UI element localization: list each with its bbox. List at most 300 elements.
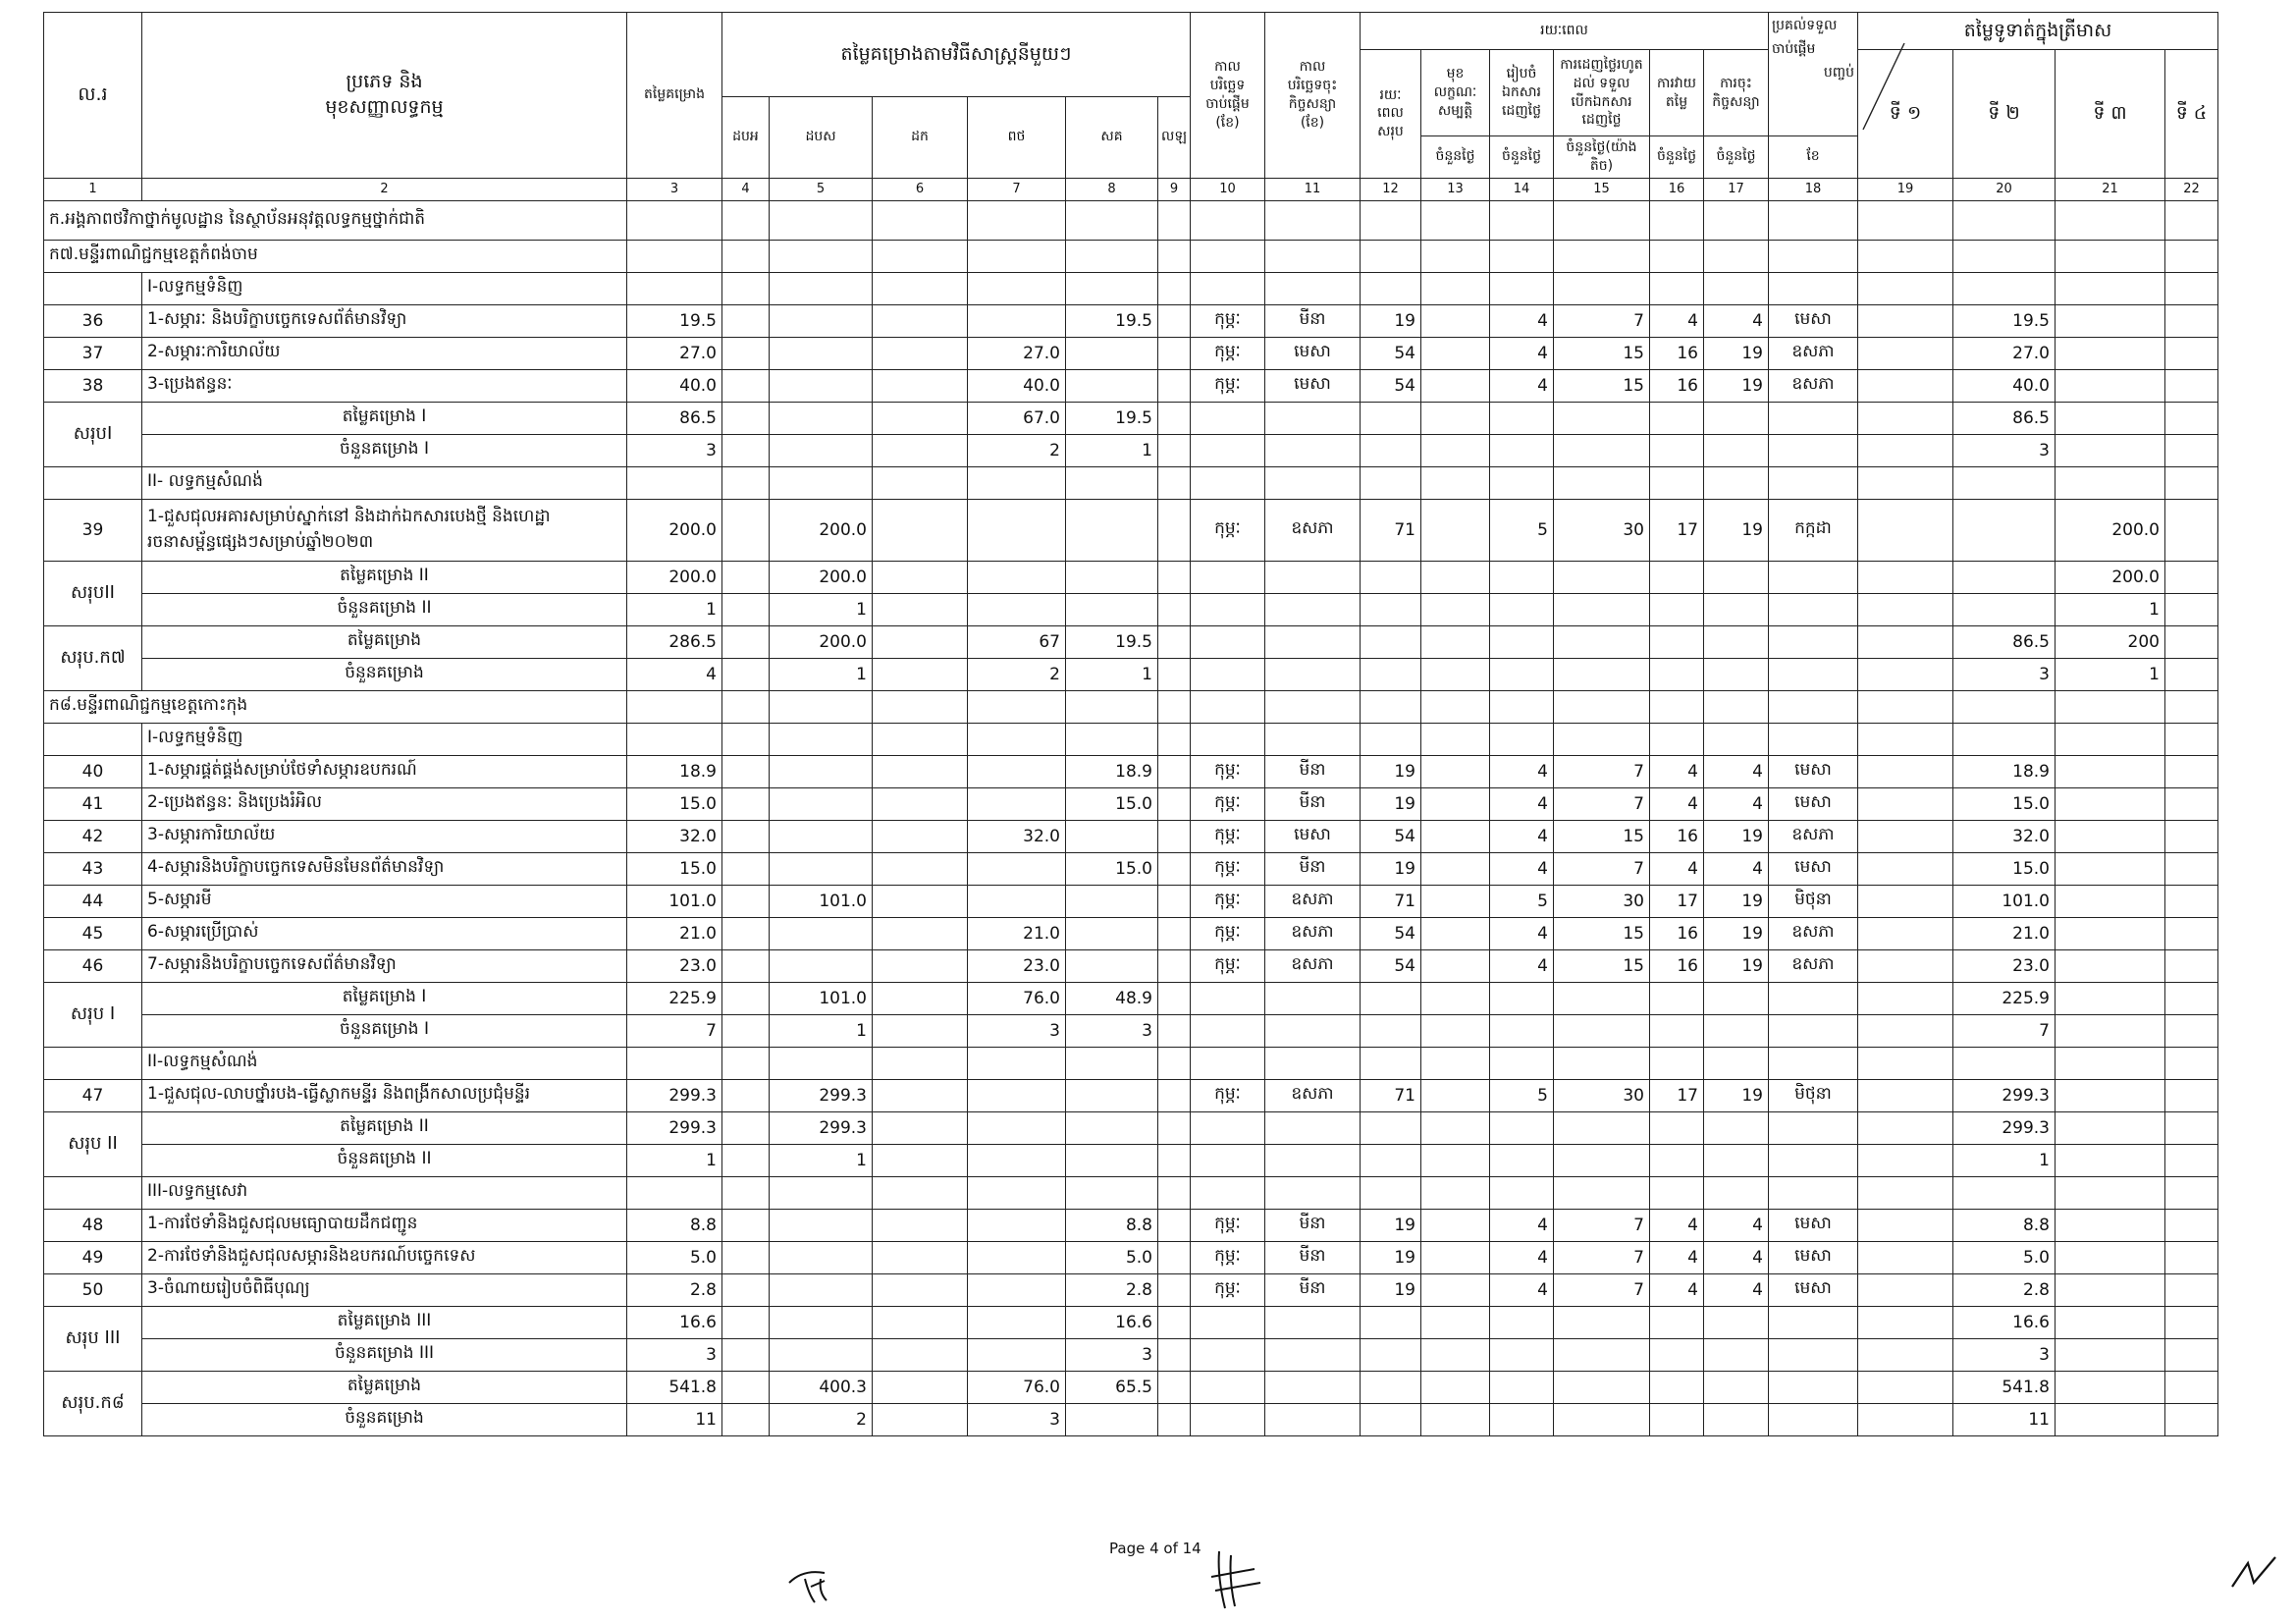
empty-cell <box>1489 402 1553 434</box>
column-number-cell: 17 <box>1703 178 1768 200</box>
empty-cell <box>1703 690 1768 723</box>
duration-days: 19 <box>1360 1241 1420 1273</box>
empty-cell <box>1158 200 1191 240</box>
empty-cell <box>1066 240 1158 272</box>
empty-cell <box>1649 240 1703 272</box>
header-method-2: ដបស <box>770 97 873 179</box>
method-value <box>968 1079 1066 1111</box>
empty-cell <box>1649 1047 1703 1079</box>
header-method-6: លឡ <box>1158 97 1191 179</box>
item-number: 45 <box>44 917 142 949</box>
total-budget-row <box>44 625 2218 658</box>
header-unit-1: ចំនួនថ្ងៃ <box>1420 136 1489 179</box>
header-unit-3: ចំនួនថ្ងៃ(យ៉ាង តិច) <box>1553 136 1649 179</box>
empty-cell <box>1768 1176 1857 1209</box>
sign-month: មេសា <box>1264 820 1360 852</box>
header-no: ល.រ <box>44 13 142 179</box>
column-number-row <box>44 178 2218 200</box>
empty-cell <box>1768 690 1857 723</box>
quarter-value <box>2164 755 2217 787</box>
duration-days: 7 <box>1553 1273 1649 1306</box>
quarter-value <box>1857 337 1952 369</box>
empty-cell <box>2055 240 2164 272</box>
empty-cell <box>1489 434 1553 466</box>
start-month: កុម្ភៈ <box>1190 852 1264 885</box>
empty-cell <box>1768 1371 1857 1403</box>
total-method-count <box>873 658 968 690</box>
method-value: 200.0 <box>770 499 873 561</box>
empty-cell <box>1190 625 1264 658</box>
method-value <box>770 304 873 337</box>
method-value <box>968 755 1066 787</box>
total-method-value <box>722 402 770 434</box>
item-description: 4-សម្ភារនិងបរិក្ខាបច្ចេកទេសមិនមែនព័ត៌មានវិទ្យា <box>142 852 627 885</box>
initial-mark-3 <box>2228 1553 2287 1593</box>
header-duration-bidding: ការដេញថ្លៃរហូត ដល់ ទទួល បើកឯកសារ ដេញថ្លៃ <box>1553 50 1649 136</box>
method-value <box>873 1241 968 1273</box>
header-method-1: ដបអ <box>722 97 770 179</box>
empty-cell <box>1768 200 1857 240</box>
empty-cell <box>1190 1111 1264 1144</box>
procurement-plan-table <box>43 12 2218 1436</box>
total-method-value <box>722 1111 770 1144</box>
empty-cell <box>968 723 1066 755</box>
item-budget: 32.0 <box>627 820 722 852</box>
delivery-month: មេសា <box>1768 1273 1857 1306</box>
total-method-value <box>873 625 968 658</box>
section-title: ក.អង្គភាពថវិកាថ្នាក់មូលដ្ឋាន នៃស្ថាប័នអនុវត្តលទ្ធកម្មថ្នាក់ជាតិ <box>44 200 627 240</box>
empty-cell <box>1190 1403 1264 1435</box>
empty-cell <box>1553 272 1649 304</box>
empty-cell <box>770 240 873 272</box>
duration-days: 7 <box>1553 304 1649 337</box>
total-method-count <box>873 1338 968 1371</box>
quarter-value <box>2055 1241 2164 1273</box>
total-method-count: 2 <box>770 1403 873 1435</box>
table-row <box>44 499 2218 561</box>
subsection-row <box>44 1176 2218 1209</box>
empty-cell <box>1489 1403 1553 1435</box>
quarter-value <box>2164 369 2217 402</box>
total-method-value <box>1158 1371 1191 1403</box>
total-count-value: 4 <box>627 658 722 690</box>
total-quarter-count <box>2055 1014 2164 1047</box>
empty-cell <box>44 1047 142 1079</box>
item-description: 1-សម្ភារៈ និងបរិក្ខាបច្ចេកទេសព័ត៌មានវិទ្យា <box>142 304 627 337</box>
quarter-value: 21.0 <box>1952 917 2055 949</box>
total-method-value <box>722 561 770 593</box>
duration-days: 16 <box>1649 820 1703 852</box>
duration-days: 19 <box>1360 304 1420 337</box>
item-budget: 23.0 <box>627 949 722 982</box>
column-number-cell: 8 <box>1066 178 1158 200</box>
empty-cell <box>1649 690 1703 723</box>
empty-cell <box>873 1047 968 1079</box>
empty-cell <box>1420 1338 1489 1371</box>
column-number-cell: 22 <box>2164 178 2217 200</box>
empty-cell <box>1264 1371 1360 1403</box>
total-method-value <box>873 1111 968 1144</box>
total-method-value <box>722 625 770 658</box>
method-value: 15.0 <box>1066 787 1158 820</box>
method-value: 15.0 <box>1066 852 1158 885</box>
item-budget: 27.0 <box>627 337 722 369</box>
item-number: 38 <box>44 369 142 402</box>
method-value: 2.8 <box>1066 1273 1158 1306</box>
table-row <box>44 1273 2218 1306</box>
table-row <box>44 917 2218 949</box>
empty-cell <box>1649 723 1703 755</box>
duration-days: 7 <box>1553 1241 1649 1273</box>
empty-cell <box>1420 1144 1489 1176</box>
total-method-count: 3 <box>968 1403 1066 1435</box>
empty-cell <box>1489 1176 1553 1209</box>
method-value <box>1158 1079 1191 1111</box>
header-duration-contract: ការចុះ កិច្ចសន្យា <box>1703 50 1768 136</box>
empty-cell <box>1190 1176 1264 1209</box>
method-value: 19.5 <box>1066 304 1158 337</box>
empty-cell <box>1264 690 1360 723</box>
empty-cell <box>1952 466 2055 499</box>
empty-cell <box>1066 200 1158 240</box>
header-quarter-3: ទី ៣ <box>2055 50 2164 179</box>
empty-cell <box>722 690 770 723</box>
duration-days: 4 <box>1489 917 1553 949</box>
empty-cell <box>1703 1306 1768 1338</box>
page-footer: Page 4 of 14 <box>1109 1540 1201 1557</box>
empty-cell <box>1649 434 1703 466</box>
total-quarter-value <box>1857 982 1952 1014</box>
method-value <box>968 885 1066 917</box>
item-description: 6-សម្ភារប្រើប្រាស់ <box>142 917 627 949</box>
empty-cell <box>1420 200 1489 240</box>
empty-cell <box>968 1047 1066 1079</box>
empty-cell <box>1190 1306 1264 1338</box>
empty-cell <box>1158 1176 1191 1209</box>
duration-days: 15 <box>1553 949 1649 982</box>
empty-cell <box>1420 690 1489 723</box>
total-quarter-count: 3 <box>1952 1338 2055 1371</box>
total-quarter-value <box>2164 625 2217 658</box>
empty-cell <box>873 272 968 304</box>
method-value <box>968 499 1066 561</box>
empty-cell <box>873 240 968 272</box>
empty-cell <box>1768 1338 1857 1371</box>
method-value <box>1066 499 1158 561</box>
column-number-cell: 11 <box>1264 178 1360 200</box>
method-value: 18.9 <box>1066 755 1158 787</box>
method-value <box>1066 337 1158 369</box>
method-value <box>770 1241 873 1273</box>
empty-cell <box>1420 1111 1489 1144</box>
duration-days: 17 <box>1649 1079 1703 1111</box>
empty-cell <box>1553 1176 1649 1209</box>
empty-cell <box>1489 982 1553 1014</box>
method-value <box>1066 820 1158 852</box>
quarter-value: 200.0 <box>2055 499 2164 561</box>
method-value <box>770 917 873 949</box>
header-method-4: ពថ <box>968 97 1066 179</box>
empty-cell <box>1649 561 1703 593</box>
quarter-value <box>2055 949 2164 982</box>
table-row <box>44 1209 2218 1241</box>
duration-days: 19 <box>1703 885 1768 917</box>
total-budget-label: តម្លៃគម្រោង <box>142 625 627 658</box>
total-quarter-count <box>2164 434 2217 466</box>
total-method-value <box>722 982 770 1014</box>
empty-cell <box>1857 200 1952 240</box>
start-month: កុម្ភៈ <box>1190 304 1264 337</box>
total-method-count <box>1158 658 1191 690</box>
total-quarter-value: 16.6 <box>1952 1306 2055 1338</box>
total-method-value <box>873 1306 968 1338</box>
total-budget-label: តម្លៃគម្រោង <box>142 1371 627 1403</box>
total-quarter-count <box>2055 1338 2164 1371</box>
duration-days: 17 <box>1649 885 1703 917</box>
empty-cell <box>1649 466 1703 499</box>
duration-days: 5 <box>1489 499 1553 561</box>
empty-cell <box>1158 240 1191 272</box>
total-quarter-count <box>2164 1014 2217 1047</box>
duration-days: 16 <box>1649 337 1703 369</box>
total-method-count <box>722 434 770 466</box>
quarter-value <box>2164 885 2217 917</box>
empty-cell <box>1703 658 1768 690</box>
sign-month: ឧសភា <box>1264 885 1360 917</box>
duration-days: 15 <box>1553 820 1649 852</box>
duration-days: 54 <box>1360 917 1420 949</box>
total-budget-label: តម្លៃគម្រោង III <box>142 1306 627 1338</box>
empty-cell <box>1264 434 1360 466</box>
duration-days: 17 <box>1649 499 1703 561</box>
empty-cell <box>1264 625 1360 658</box>
total-quarter-count <box>2164 1403 2217 1435</box>
method-value <box>968 1273 1066 1306</box>
empty-cell <box>1264 272 1360 304</box>
method-value <box>1158 1241 1191 1273</box>
empty-cell <box>1360 1403 1420 1435</box>
start-month: កុម្ភៈ <box>1190 885 1264 917</box>
empty-cell <box>1360 240 1420 272</box>
empty-cell <box>1360 982 1420 1014</box>
quarter-value: 19.5 <box>1952 304 2055 337</box>
empty-cell <box>1553 1111 1649 1144</box>
duration-days <box>1420 755 1489 787</box>
empty-cell <box>1489 1111 1553 1144</box>
total-method-count <box>1158 434 1191 466</box>
empty-cell <box>1703 982 1768 1014</box>
item-description: 1-សម្ភារផ្គត់ផ្គង់សម្រាប់ថែទាំសម្ភារឧបករណ៍ <box>142 755 627 787</box>
duration-days: 16 <box>1649 369 1703 402</box>
empty-cell <box>1190 402 1264 434</box>
empty-cell <box>1420 982 1489 1014</box>
total-quarter-value <box>2055 1306 2164 1338</box>
item-description: 3-សម្ភារការិយាល័យ <box>142 820 627 852</box>
total-method-value: 299.3 <box>770 1111 873 1144</box>
item-description: 7-សម្ភារនិងបរិក្ខាបច្ចេកទេសព័ត៌មានវិទ្យា <box>142 949 627 982</box>
duration-days: 4 <box>1649 1241 1703 1273</box>
empty-cell <box>1264 658 1360 690</box>
column-number-cell: 21 <box>2055 178 2164 200</box>
duration-days <box>1420 304 1489 337</box>
empty-cell <box>770 466 873 499</box>
empty-cell <box>1768 1111 1857 1144</box>
empty-cell <box>1489 1047 1553 1079</box>
empty-cell <box>1420 1371 1489 1403</box>
item-number: 36 <box>44 304 142 337</box>
item-description: 5-សម្ភារមី <box>142 885 627 917</box>
empty-cell <box>1420 625 1489 658</box>
quarter-value <box>1857 1241 1952 1273</box>
item-budget: 19.5 <box>627 304 722 337</box>
total-method-count <box>722 1014 770 1047</box>
total-count-value: 1 <box>627 1144 722 1176</box>
start-month: កុម្ភៈ <box>1190 1209 1264 1241</box>
subsection-title: II- លទ្ធកម្មសំណង់ <box>142 466 627 499</box>
method-value <box>1158 852 1191 885</box>
column-number-cell: 13 <box>1420 178 1489 200</box>
empty-cell <box>1952 723 2055 755</box>
total-quarter-count <box>1857 1014 1952 1047</box>
subsection-row <box>44 272 2218 304</box>
empty-cell <box>1952 200 2055 240</box>
method-value <box>873 1209 968 1241</box>
total-count-row <box>44 593 2218 625</box>
start-month: កុម្ភៈ <box>1190 1273 1264 1306</box>
empty-cell <box>1264 1176 1360 1209</box>
empty-cell <box>1649 658 1703 690</box>
empty-cell <box>1190 593 1264 625</box>
total-quarter-count <box>1952 593 2055 625</box>
total-label: សរុប III <box>44 1306 142 1371</box>
total-label: សរុបI <box>44 402 142 466</box>
total-method-value <box>968 1111 1066 1144</box>
column-number-cell: 20 <box>1952 178 2055 200</box>
duration-days: 7 <box>1553 852 1649 885</box>
empty-cell <box>1952 1047 2055 1079</box>
total-count-value: 7 <box>627 1014 722 1047</box>
empty-cell <box>1703 402 1768 434</box>
total-method-count <box>873 1403 968 1435</box>
empty-cell <box>1489 466 1553 499</box>
total-quarter-count: 3 <box>1952 658 2055 690</box>
empty-cell <box>1264 466 1360 499</box>
total-method-value: 76.0 <box>968 982 1066 1014</box>
total-method-value <box>770 1306 873 1338</box>
item-description: 3-ប្រេងឥន្ធនៈ <box>142 369 627 402</box>
empty-cell <box>1420 240 1489 272</box>
item-number: 40 <box>44 755 142 787</box>
start-month: កុម្ភៈ <box>1190 337 1264 369</box>
column-number-cell: 10 <box>1190 178 1264 200</box>
quarter-value: 40.0 <box>1952 369 2055 402</box>
total-quarter-count <box>2055 1144 2164 1176</box>
total-method-value: 200.0 <box>770 561 873 593</box>
total-method-count: 1 <box>1066 434 1158 466</box>
total-quarter-count: 7 <box>1952 1014 2055 1047</box>
empty-cell <box>1703 593 1768 625</box>
duration-days: 4 <box>1703 304 1768 337</box>
duration-days: 19 <box>1703 917 1768 949</box>
total-budget-row <box>44 1111 2218 1144</box>
empty-cell <box>1420 658 1489 690</box>
method-value: 21.0 <box>968 917 1066 949</box>
empty-cell <box>1158 1047 1191 1079</box>
item-budget: 15.0 <box>627 852 722 885</box>
method-value <box>1158 304 1191 337</box>
duration-days: 19 <box>1703 1079 1768 1111</box>
total-method-count: 2 <box>968 434 1066 466</box>
empty-cell <box>1066 272 1158 304</box>
total-method-value: 19.5 <box>1066 625 1158 658</box>
column-number-cell: 16 <box>1649 178 1703 200</box>
duration-days: 4 <box>1489 852 1553 885</box>
duration-days: 7 <box>1553 1209 1649 1241</box>
total-quarter-count <box>2164 593 2217 625</box>
total-method-count <box>722 593 770 625</box>
empty-cell <box>1190 723 1264 755</box>
empty-cell <box>1553 561 1649 593</box>
total-quarter-value <box>1857 1111 1952 1144</box>
item-budget: 21.0 <box>627 917 722 949</box>
duration-days: 54 <box>1360 820 1420 852</box>
total-budget-value: 200.0 <box>627 561 722 593</box>
empty-cell <box>1768 240 1857 272</box>
table-row <box>44 852 2218 885</box>
total-method-value: 400.3 <box>770 1371 873 1403</box>
method-value <box>1066 917 1158 949</box>
total-method-value: 16.6 <box>1066 1306 1158 1338</box>
empty-cell <box>1190 561 1264 593</box>
subsection-title: II-លទ្ធកម្មសំណង់ <box>142 1047 627 1079</box>
method-value <box>770 820 873 852</box>
item-number: 43 <box>44 852 142 885</box>
empty-cell <box>1489 658 1553 690</box>
empty-cell <box>1489 1014 1553 1047</box>
empty-cell <box>1489 561 1553 593</box>
method-value: 27.0 <box>968 337 1066 369</box>
start-month: កុម្ភៈ <box>1190 917 1264 949</box>
duration-days: 4 <box>1489 755 1553 787</box>
empty-cell <box>627 690 722 723</box>
total-label: សរុបII <box>44 561 142 625</box>
empty-cell <box>1857 723 1952 755</box>
start-month: កុម្ភៈ <box>1190 820 1264 852</box>
empty-cell <box>770 272 873 304</box>
empty-cell <box>1703 561 1768 593</box>
duration-days <box>1420 820 1489 852</box>
item-number: 37 <box>44 337 142 369</box>
column-number-cell: 18 <box>1768 178 1857 200</box>
empty-cell <box>1420 1047 1489 1079</box>
empty-cell <box>1360 1047 1420 1079</box>
empty-cell <box>1489 1371 1553 1403</box>
total-quarter-value <box>2055 1371 2164 1403</box>
duration-days: 4 <box>1489 337 1553 369</box>
empty-cell <box>1360 1014 1420 1047</box>
empty-cell <box>1649 1144 1703 1176</box>
total-quarter-value: 541.8 <box>1952 1371 2055 1403</box>
total-method-value <box>770 402 873 434</box>
empty-cell <box>1553 466 1649 499</box>
total-budget-value: 86.5 <box>627 402 722 434</box>
empty-cell <box>1264 1403 1360 1435</box>
total-method-count: 1 <box>770 658 873 690</box>
duration-days: 71 <box>1360 1079 1420 1111</box>
total-method-count <box>770 434 873 466</box>
empty-cell <box>1553 402 1649 434</box>
total-count-row <box>44 1403 2218 1435</box>
